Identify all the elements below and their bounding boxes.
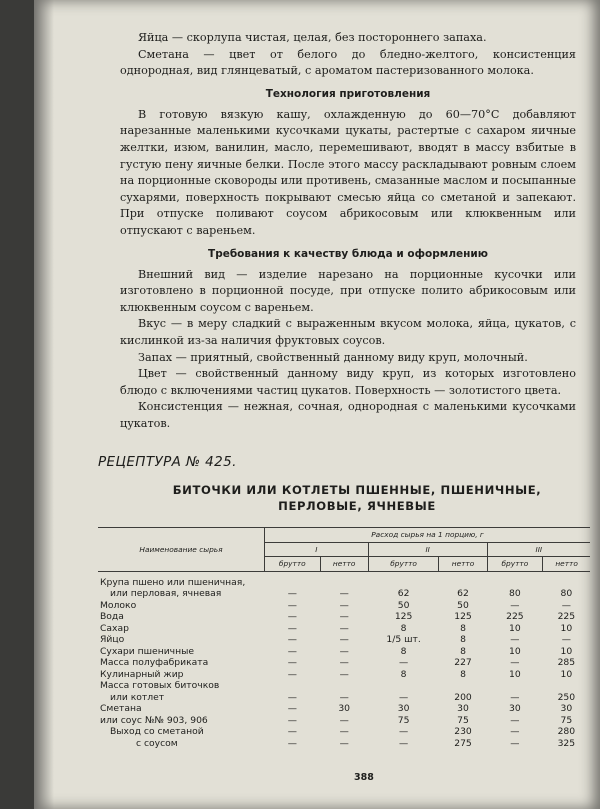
cell: — bbox=[287, 726, 297, 738]
cell: 10 bbox=[509, 668, 521, 680]
recipe-number: РЕЦЕПТУРА № 425. bbox=[98, 454, 237, 471]
row-label: Масса готовых биточков bbox=[100, 680, 220, 692]
row-label: или котлет bbox=[110, 691, 165, 703]
cell: — bbox=[510, 691, 520, 703]
cell: 75 bbox=[560, 714, 573, 726]
cell: — bbox=[510, 714, 520, 726]
cell: — bbox=[287, 588, 297, 600]
table-header-netto: нетто bbox=[543, 557, 590, 572]
cell: 80 bbox=[509, 588, 521, 600]
dish-title-line2: ПЕРЛОВЫЕ, ЯЧНЕВЫЕ bbox=[278, 499, 436, 514]
cell: — bbox=[339, 588, 349, 600]
cell: 125 bbox=[454, 611, 472, 623]
row-label: Крупа пшено или пшеничная, bbox=[100, 576, 246, 588]
table-row bbox=[98, 646, 590, 658]
table-row bbox=[98, 588, 590, 600]
book-page bbox=[34, 0, 600, 809]
cell: 227 bbox=[454, 657, 472, 669]
cell: — bbox=[510, 737, 520, 749]
cell: — bbox=[339, 645, 349, 657]
cell: 225 bbox=[557, 611, 576, 623]
row-label: Масса полуфабриката bbox=[100, 657, 209, 669]
cell: — bbox=[339, 622, 349, 634]
cell bbox=[487, 571, 543, 588]
paragraph-smell: Запах — приятный, свойственный данному виду круп, молочный. bbox=[138, 350, 528, 364]
table-row bbox=[98, 623, 590, 635]
cell: 30 bbox=[397, 703, 410, 715]
cell: 280 bbox=[557, 726, 576, 738]
cell: — bbox=[399, 657, 409, 669]
cell: 62 bbox=[397, 588, 410, 600]
cell: 50 bbox=[397, 599, 410, 611]
cell: — bbox=[287, 714, 297, 726]
row-label: или перловая, ячневая bbox=[110, 588, 222, 600]
cell: 30 bbox=[457, 703, 469, 715]
cell: — bbox=[287, 599, 297, 611]
row-label: Молоко bbox=[100, 599, 137, 611]
cell: 1/5 шт. bbox=[386, 634, 421, 646]
cell bbox=[320, 680, 368, 692]
row-label: Вода bbox=[100, 611, 124, 623]
table-row bbox=[98, 611, 590, 623]
cell: — bbox=[339, 737, 349, 749]
table-row bbox=[98, 669, 590, 681]
cell: 30 bbox=[509, 703, 521, 715]
page-content bbox=[98, 30, 578, 749]
table-row bbox=[98, 692, 590, 704]
cell: 10 bbox=[509, 645, 521, 657]
cell: — bbox=[287, 691, 297, 703]
cell: — bbox=[339, 726, 349, 738]
table-row bbox=[98, 715, 590, 727]
table-body bbox=[98, 571, 590, 749]
paragraph-sour-cream: Сметана — цвет от белого до бледно-желтого, консистенция однородная, вид глянцеватый, с ароматом пастеризованного молока. bbox=[120, 47, 576, 78]
cell: — bbox=[339, 611, 349, 623]
row-label: Сметана bbox=[100, 703, 142, 715]
cell: — bbox=[399, 726, 409, 738]
table-header-brutto: брутто bbox=[265, 557, 321, 572]
recipe-table bbox=[98, 527, 590, 749]
cell: — bbox=[561, 634, 571, 646]
cell: 8 bbox=[400, 645, 407, 657]
table-header-col-2: II bbox=[368, 542, 487, 557]
table-header-col-3: III bbox=[487, 542, 590, 557]
cell: — bbox=[339, 714, 349, 726]
cell: — bbox=[339, 657, 349, 669]
paragraph-consistency: Консистенция — нежная, сочная, однородная с маленькими кусочками цукатов. bbox=[120, 400, 576, 430]
cell: — bbox=[510, 634, 520, 646]
table-row bbox=[98, 657, 590, 669]
cell: 10 bbox=[560, 645, 573, 657]
section-heading-technology: Технология приготовления bbox=[265, 87, 431, 100]
table-row bbox=[98, 571, 590, 588]
cell: 8 bbox=[400, 668, 407, 680]
cell: — bbox=[287, 668, 297, 680]
cell bbox=[439, 680, 487, 692]
row-label: или соус №№ 903, 906 bbox=[100, 714, 208, 726]
cell: — bbox=[339, 634, 349, 646]
cell bbox=[487, 680, 543, 692]
row-label: Сухари пшеничные bbox=[100, 645, 195, 657]
table-header-brutto: брутто bbox=[487, 557, 543, 572]
row-label: Яйцо bbox=[100, 634, 125, 646]
cell: — bbox=[287, 611, 297, 623]
cell: — bbox=[287, 703, 297, 715]
cell bbox=[265, 571, 321, 588]
cell: 10 bbox=[560, 668, 573, 680]
cell: 200 bbox=[454, 691, 472, 703]
cell bbox=[265, 680, 321, 692]
cell: 325 bbox=[557, 737, 576, 749]
paragraph-technology: В готовую вязкую кашу, охлажденную до 60—70°С добавляют нарезанные маленькими кусочками цукаты, растертые с сахаром яичные желтки, изюм, ванилин, масло, перемешивают, вводят в массу взбитые в густую пену яичные белки. После этого массу раскладывают ровным слоем на порционные сковороды или противень, смазанные маслом и посыпанные сухарями, поверхность покрывают смесью яйца со сметаной и запекают. При отпуске поливают соусом абрикосовым или клюквенным или отпускают с вареньем. bbox=[120, 107, 576, 237]
cell: 230 bbox=[454, 726, 472, 738]
table-header-netto: нетто bbox=[439, 557, 487, 572]
table-row bbox=[98, 703, 590, 715]
row-label: с соусом bbox=[136, 737, 178, 749]
dish-title-line1: БИТОЧКИ ИЛИ КОТЛЕТЫ ПШЕННЫЕ, ПШЕНИЧНЫЕ, bbox=[172, 483, 542, 498]
cell: 30 bbox=[338, 703, 351, 715]
table-header-col-1: I bbox=[265, 542, 369, 557]
cell bbox=[439, 571, 487, 588]
paragraph-appearance: Внешний вид — изделие нарезано на порционные кусочки или изготовлено в порционной посуде, при отпуске полито абрикосовым или клюквенным соусом с вареньем. bbox=[120, 267, 576, 314]
paragraph-color: Цвет — свойственный данному виду круп, из которых изготовлено блюдо с включениями частиц цукатов. Поверхность — золотистого цвета. bbox=[120, 367, 576, 397]
cell: — bbox=[561, 599, 571, 611]
cell: 30 bbox=[560, 703, 573, 715]
table-row bbox=[98, 726, 590, 738]
cell: 75 bbox=[457, 714, 469, 726]
cell: — bbox=[399, 691, 409, 703]
cell: 80 bbox=[560, 588, 573, 600]
cell: 125 bbox=[394, 611, 413, 623]
cell: 250 bbox=[557, 691, 576, 703]
cell: — bbox=[510, 599, 520, 611]
cell: — bbox=[399, 737, 409, 749]
table-row bbox=[98, 680, 590, 692]
dish-title bbox=[138, 482, 576, 514]
cell: — bbox=[287, 657, 297, 669]
cell: 275 bbox=[454, 737, 472, 749]
paragraph-taste: Вкус — в меру сладкий с выраженным вкусом молока, яйца, цукатов, с кислинкой из-за наличия фруктовых соусов. bbox=[120, 317, 576, 347]
cell: — bbox=[339, 691, 349, 703]
cell: 225 bbox=[506, 611, 524, 623]
cell: — bbox=[287, 645, 297, 657]
cell: — bbox=[510, 726, 520, 738]
cell bbox=[543, 571, 590, 588]
row-label: Сахар bbox=[100, 622, 129, 634]
cell: 50 bbox=[457, 599, 469, 611]
cell: 62 bbox=[457, 588, 469, 600]
cell bbox=[320, 571, 368, 588]
row-label: Кулинарный жир bbox=[100, 668, 184, 680]
cell: 75 bbox=[397, 714, 410, 726]
cell: 285 bbox=[557, 657, 576, 669]
cell: — bbox=[287, 622, 297, 634]
table-header-name: Наименование сырья bbox=[98, 528, 265, 572]
cell: 8 bbox=[460, 622, 466, 634]
table-header-brutto: брутто bbox=[368, 557, 439, 572]
table-header-netto: нетто bbox=[320, 557, 368, 572]
cell: 8 bbox=[460, 668, 466, 680]
section-heading-quality: Требования к качеству блюда и оформлению bbox=[208, 247, 488, 260]
cell: 8 bbox=[400, 622, 407, 634]
cell: — bbox=[339, 668, 349, 680]
table-header-consumption: Расход сырья на 1 порцию, г bbox=[265, 528, 591, 543]
table-row bbox=[98, 634, 590, 646]
table-row bbox=[98, 738, 590, 750]
cell: — bbox=[287, 737, 297, 749]
cell: 8 bbox=[460, 634, 466, 646]
paragraph-eggs: Яйца — скорлупа чистая, целая, без постороннего запаха. bbox=[138, 31, 487, 44]
row-label: Выход со сметаной bbox=[110, 726, 204, 738]
cell: 8 bbox=[460, 645, 466, 657]
cell bbox=[368, 571, 439, 588]
page-number: 388 bbox=[354, 772, 374, 783]
cell: — bbox=[287, 634, 297, 646]
cell: — bbox=[510, 657, 520, 669]
table-row bbox=[98, 600, 590, 612]
cell: — bbox=[339, 599, 349, 611]
cell bbox=[368, 680, 439, 692]
cell: 10 bbox=[509, 622, 521, 634]
cell bbox=[543, 680, 590, 692]
cell: 10 bbox=[560, 622, 573, 634]
